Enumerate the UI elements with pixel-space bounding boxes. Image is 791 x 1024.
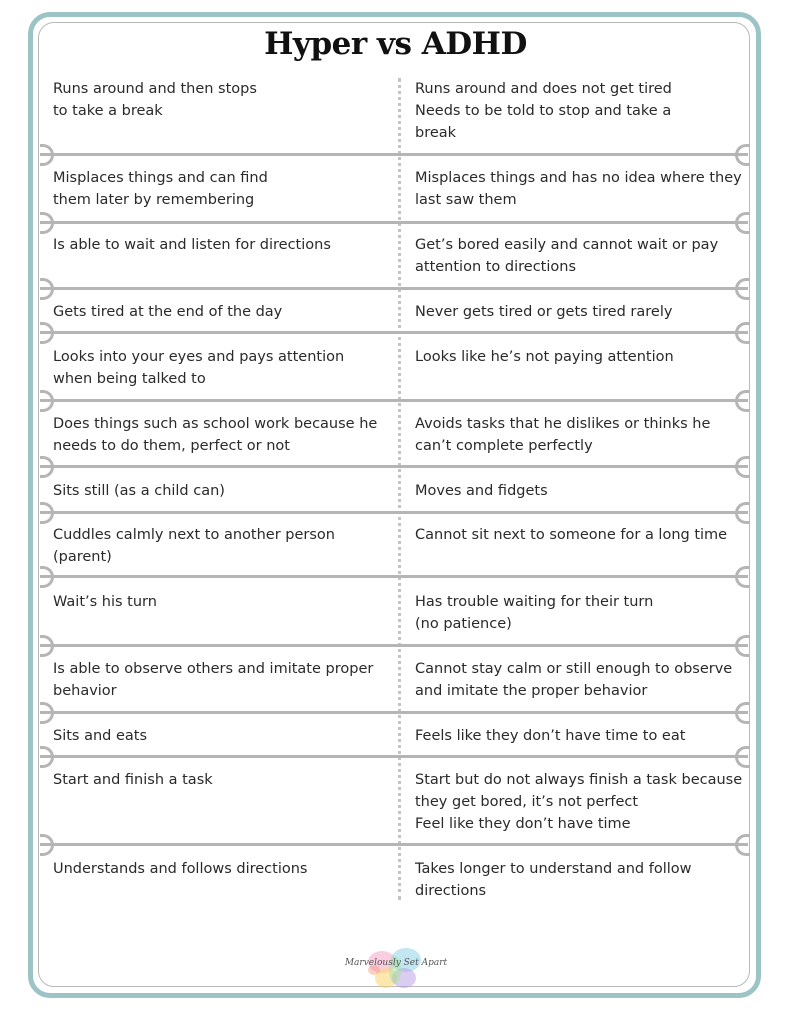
adhd-cell-7: Moves and fidgets bbox=[415, 483, 548, 499]
row-divider bbox=[40, 644, 748, 647]
row-divider bbox=[40, 399, 748, 402]
hyper-cell-3: Is able to wait and listen for directions bbox=[53, 237, 331, 253]
hyper-cell-13: Understands and follows directions bbox=[53, 861, 308, 877]
row-divider bbox=[40, 465, 748, 468]
hyper-cell-11: Sits and eats bbox=[53, 728, 148, 744]
row-divider bbox=[40, 843, 748, 846]
row-divider bbox=[40, 287, 748, 290]
row-divider bbox=[40, 511, 748, 514]
hyper-cell-12: Start and finish a task bbox=[53, 772, 213, 788]
adhd-cell-6: Avoids tasks that he dislikes or thinks he can’t complete perfectly bbox=[415, 416, 711, 454]
adhd-cell-8: Cannot sit next to someone for a long time bbox=[415, 527, 728, 543]
hyper-cell-8: Cuddles calmly next to another person (parent) bbox=[53, 527, 335, 565]
hyper-cell-1: Runs around and then stops to take a break bbox=[53, 81, 257, 119]
row-divider bbox=[40, 153, 748, 156]
adhd-cell-4: Never gets tired or gets tired rarely bbox=[415, 304, 673, 320]
column-separator bbox=[398, 78, 401, 900]
adhd-cell-3: Get’s bored easily and cannot wait or pay attention to directions bbox=[415, 237, 719, 275]
hyper-cell-2: Misplaces things and can find them later by remembering bbox=[53, 170, 268, 208]
hyper-cell-9: Wait’s his turn bbox=[53, 594, 157, 610]
brand-logo bbox=[340, 940, 452, 1000]
butterfly-icon bbox=[340, 940, 452, 1000]
adhd-cell-12: Start but do not always finish a task because they get bored, it’s not perfect Feel like they don’t have time bbox=[415, 772, 743, 832]
page-title: Hyper vs ADHD bbox=[264, 26, 527, 62]
row-divider bbox=[40, 755, 748, 758]
hyper-cell-6: Does things such as school work because he needs to do them, perfect or not bbox=[53, 416, 378, 454]
hyper-cell-10: Is able to observe others and imitate proper behavior bbox=[53, 661, 374, 699]
row-divider bbox=[40, 221, 748, 224]
logo-text: Marvelously Set Apart bbox=[344, 958, 448, 968]
row-divider bbox=[40, 711, 748, 714]
hyper-cell-4: Gets tired at the end of the day bbox=[53, 304, 283, 320]
adhd-cell-2: Misplaces things and has no idea where they last saw them bbox=[415, 170, 742, 208]
adhd-cell-13: Takes longer to understand and follow directions bbox=[415, 861, 692, 899]
adhd-cell-9: Has trouble waiting for their turn (no patience) bbox=[415, 594, 654, 632]
hyper-cell-5: Looks into your eyes and pays attention when being talked to bbox=[53, 349, 345, 387]
row-divider bbox=[40, 575, 748, 578]
row-divider bbox=[40, 331, 748, 334]
adhd-cell-1: Runs around and does not get tired Needs to be told to stop and take a break bbox=[415, 81, 672, 141]
adhd-cell-10: Cannot stay calm or still enough to observe and imitate the proper behavior bbox=[415, 661, 733, 699]
hyper-cell-7: Sits still (as a child can) bbox=[53, 483, 225, 499]
adhd-cell-11: Feels like they don’t have time to eat bbox=[415, 728, 686, 744]
adhd-cell-5: Looks like he’s not paying attention bbox=[415, 349, 674, 365]
